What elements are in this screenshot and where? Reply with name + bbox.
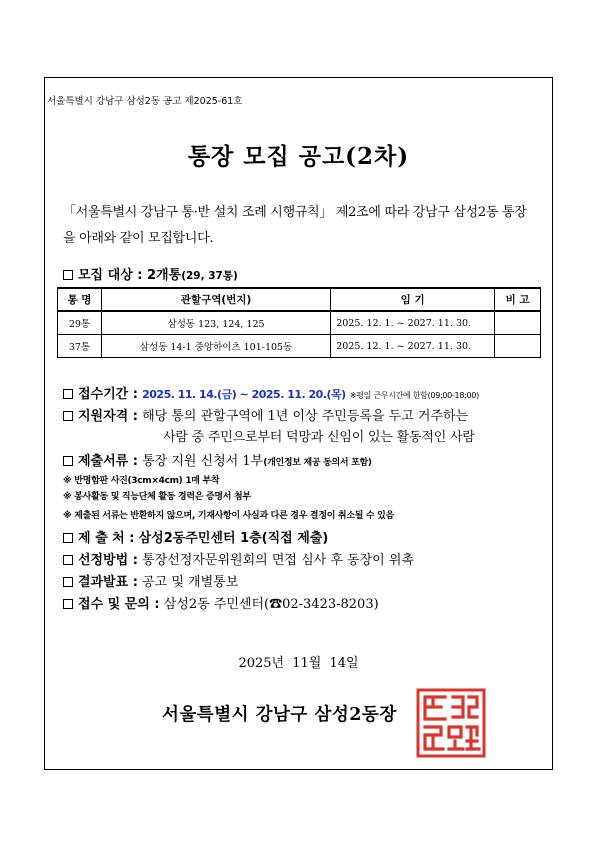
- checkbox-icon: [63, 577, 73, 587]
- item-qualification-cont: [63, 426, 552, 450]
- doc-note-return: ※ 제출된 서류는 반환하지 않으며, 기재사항이 사실과 다른 경우 결정이 취소될 수 있음: [63, 511, 394, 521]
- period-value: 2025. 11. 14.(금) ~ 2025. 11. 20.(목): [142, 388, 346, 401]
- cell-area: 삼성동 123, 124, 125: [101, 311, 330, 335]
- item-period: 접수기간 : 2025. 11. 14.(금) ~ 2025. 11. 20.(목) ※평일 근무시간에 한함(09:00-18:00): [63, 383, 552, 405]
- notice-frame: [44, 77, 553, 770]
- item-qualification: 지원자격 : 해당 통의 관할구역에 1년 이상 주민등록을 두고 거주하는: [63, 405, 552, 426]
- checkbox-icon: [63, 411, 73, 421]
- col-header-term: 임 기: [331, 288, 495, 311]
- documents-value: 통장 지원 신청서 1부: [142, 454, 264, 469]
- item-submit-to: 제 출 처 : 삼성2동주민센터 1층(직접 제출): [63, 527, 552, 549]
- official-seal-icon: [415, 687, 487, 759]
- checkbox-icon: [63, 555, 73, 565]
- col-header-note: 비 고: [495, 288, 541, 311]
- item-documents: 제출서류 : 통장 지원 신청서 1부(개인정보 제공 동의서 포함): [63, 450, 552, 470]
- submit-to-value: 삼성2동주민센터 1층(직접 제출): [138, 531, 329, 546]
- checkbox-icon: [63, 270, 73, 280]
- cell-tong: 29통: [58, 311, 102, 335]
- qualification-line1: 해당 통의 관할구역에 1년 이상 주민등록을 두고 거주하는: [142, 409, 469, 424]
- col-header-tong: 통 명: [58, 288, 102, 311]
- recruit-target: 모집 대상 : 2개통(29, 37통): [63, 264, 238, 283]
- intro-paragraph: 「서울특별시 강남구 통·반 설치 조례 시행규칙」 제2조에 따라 강남구 삼성2동 통장을 아래와 같이 모집합니다.: [63, 205, 527, 246]
- contact-value: 삼성2동 주민센터(☎02-3423-8203): [163, 597, 379, 612]
- cell-period: 2025. 12. 1. ~ 2027. 11. 30.: [331, 335, 495, 358]
- documents-extra: (개인정보 제공 동의서 포함): [263, 458, 372, 468]
- announcement-value: 공고 및 개별통보: [142, 575, 239, 590]
- checkbox-icon: [63, 456, 73, 466]
- checkbox-icon: [63, 599, 73, 609]
- notice-number: 서울특별시 강남구 삼성2동 공고 제2025-61호: [47, 96, 243, 107]
- qualification-line2: 사람 중 주민으로부터 덕망과 신임이 있는 활동적인 사람: [163, 430, 475, 445]
- period-note: ※평일 근무시간에 한함(09:00-18:00): [349, 391, 479, 400]
- item-contact: 접수 및 문의 : 삼성2동 주민센터(☎02-3423-8203): [63, 593, 552, 615]
- doc-note-photo: ※ 반명함판 사진(3cm×4cm) 1매 부착: [63, 476, 220, 486]
- table-row: [58, 311, 541, 335]
- item-selection: 선정방법 : 통장선정자문위원회의 면접 심사 후 동장이 위촉: [63, 549, 552, 571]
- table-row: [58, 335, 541, 358]
- checkbox-icon: [63, 389, 73, 399]
- cell-tong: 37통: [58, 335, 102, 358]
- target-detail: (29, 37통): [181, 270, 238, 282]
- cell-area: 삼성동 14-1 중앙하이츠 101-105동: [101, 335, 330, 358]
- cell-note: [495, 311, 541, 335]
- col-header-area: 관할구역(번지): [101, 288, 330, 311]
- notice-date: 2025년 11월 14일: [238, 656, 359, 671]
- selection-value: 통장선정자문위원회의 면접 심사 후 동장이 위촉: [142, 553, 414, 568]
- district-table: [57, 287, 541, 358]
- item-announcement: 결과발표 : 공고 및 개별통보: [63, 571, 552, 593]
- checkbox-icon: [63, 533, 73, 543]
- cell-note: [495, 335, 541, 358]
- signature: 서울특별시 강남구 삼성2동장: [162, 705, 397, 725]
- cell-period: 2025. 12. 1. ~ 2027. 11. 30.: [331, 311, 495, 335]
- detail-list: [63, 383, 552, 615]
- table-header-row: [58, 288, 541, 311]
- doc-note-career: ※ 봉사활동 및 직능단체 활동 경력은 증명서 첨부: [63, 492, 251, 502]
- target-count: 2개통: [147, 268, 182, 283]
- page-title: 통장 모집 공고(2차): [187, 143, 410, 170]
